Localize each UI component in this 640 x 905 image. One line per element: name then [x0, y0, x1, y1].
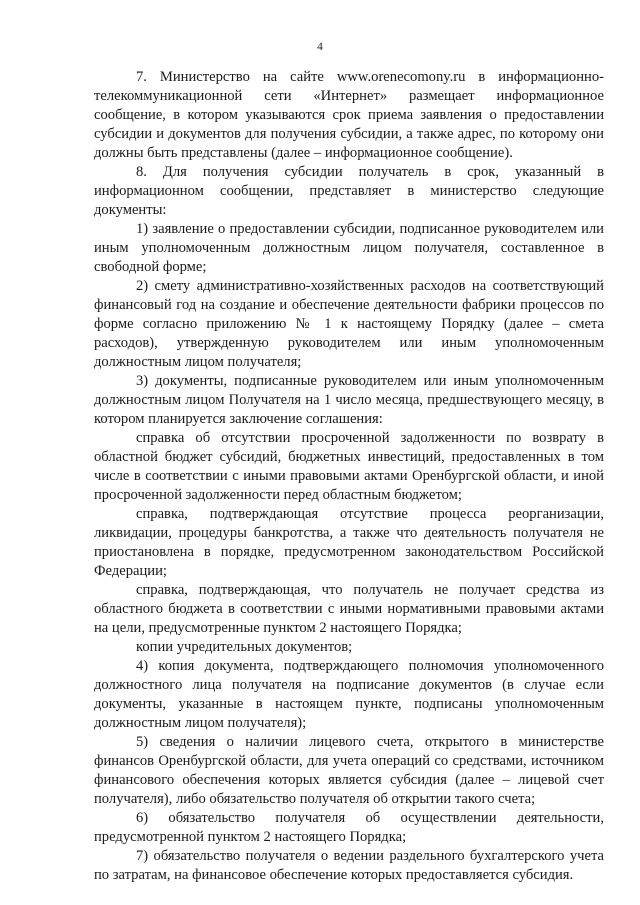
- sub-item-founding-documents: копии учредительных документов;: [136, 639, 353, 655]
- sub-item-no-other-funding-certificate: справка, подтверждающая, что получатель не получает средства из областного бюджета в соответствии с иными нормативными правовыми актами на цели, предусмотренные пунктом 2 настоящего Порядка;: [94, 582, 604, 636]
- paragraph-8-documents-list-intro: 8. Для получения субсидии получатель в срок, указанный в информационном сообщении, представляет в министерство следующие документы:: [94, 164, 604, 218]
- list-item-2-expense-estimate: 2) смету административно-хозяйственных расходов на соответствующий финансовый год на создание и обеспечение деятельности фабрики процессов по форме согласно приложению № 1 к настоящему Порядку (далее – смета расходов), утвержденную руководителем или иным уполномоченным должностным лицом получателя;: [94, 278, 604, 370]
- page-number: 4: [317, 41, 323, 53]
- list-item-6-activity-obligation: 6) обязательство получателя об осуществлении деятельности, предусмотренной пунктом 2 настоящего Порядка;: [94, 810, 604, 845]
- list-item-7-accounting-obligation: 7) обязательство получателя о ведении раздельного бухгалтерского учета по затратам, на финансовое обеспечение которых предоставляется субсидия.: [94, 848, 604, 883]
- document-body: [94, 68, 604, 885]
- list-item-4-authority-document: 4) копия документа, подтверждающего полномочия уполномоченного должностного лица получателя на подписание документов (в случае если документы, указанные в настоящем пункте, подписаны уполномоченным должностным лицом получателя);: [94, 658, 604, 731]
- list-item-5-account-info: 5) сведения о наличии лицевого счета, открытого в министерстве финансов Оренбургской области, для учета операций со средствами, источником финансового обеспечения которых является субсидия (далее – лицевой счет получателя), либо обязательство получателя об открытии такого счета;: [94, 734, 604, 807]
- sub-item-reorganization-certificate: справка, подтверждающая отсутствие процесса реорганизации, ликвидации, процедуры банкротства, а также что деятельность получателя не приостановлена в порядке, предусмотренном законодательством Российской Федерации;: [94, 506, 604, 579]
- list-item-1-application: 1) заявление о предоставлении субсидии, подписанное руководителем или иным уполномоченным должностным лицом получателя, составленное в свободной форме;: [94, 221, 604, 275]
- sub-item-debt-certificate: справка об отсутствии просроченной задолженности по возврату в областной бюджет субсидий, бюджетных инвестиций, предоставленных в том числе в соответствии с иными правовыми актами Оренбургской области, и иной просроченной задолженности перед областным бюджетом;: [94, 430, 604, 503]
- paragraph-7-ministry-website: 7. Министерство на сайте www.orenecomony.ru в информационно-телекоммуникационной сети «Интернет» размещает информационное сообщение, в котором указываются срок приема заявления о предоставлении субсидии и документов для получения субсидии, а также адрес, по которому они должны быть представлены (далее – информационное сообщение).: [94, 69, 604, 161]
- list-item-3-signed-documents: 3) документы, подписанные руководителем или иным уполномоченным должностным лицом Получателя на 1 число месяца, предшествующего месяцу, в котором планируется заключение соглашения:: [94, 373, 604, 427]
